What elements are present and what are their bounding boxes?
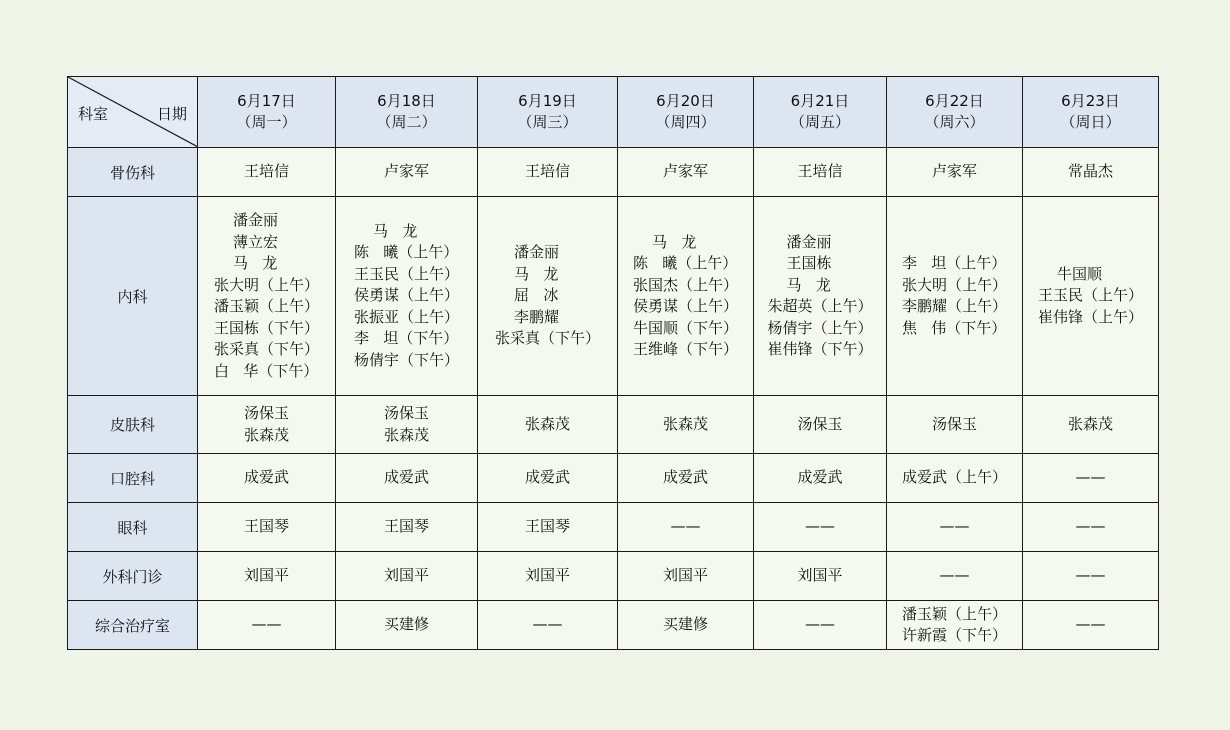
- department-name: 眼科: [68, 503, 198, 552]
- doctor-list: [244, 565, 289, 587]
- schedule-cell: [478, 552, 618, 601]
- schedule-cell: [1023, 601, 1159, 650]
- schedule-cell: [198, 552, 336, 601]
- doctor-list: [384, 614, 429, 636]
- department-name: 外科门诊: [68, 552, 198, 601]
- date-label: 6月23日: [1061, 92, 1120, 110]
- doctor-list: [932, 414, 977, 436]
- doctor-entry: 焦 伟（下午）: [901, 318, 1007, 337]
- doctor-entry: ——: [1075, 615, 1106, 634]
- doctor-list: [244, 403, 289, 446]
- doctor-entry: 卢家军: [383, 162, 429, 181]
- doctor-entry: 张森茂: [383, 425, 429, 444]
- schedule-cell: [336, 396, 478, 454]
- doctor-list: [663, 414, 708, 436]
- doctor-list: [525, 161, 570, 183]
- date-label: 6月17日: [237, 92, 296, 110]
- doctor-list: [663, 467, 708, 489]
- doctor-entry: 刘国平: [524, 566, 570, 585]
- doctor-list: [384, 161, 429, 183]
- doctor-list: [902, 253, 1007, 339]
- doctor-entry: 王培信: [243, 162, 289, 181]
- table-row: [68, 454, 1159, 503]
- schedule-cell: [618, 148, 754, 197]
- doctor-entry: 崔伟锋（上午）: [1037, 307, 1143, 326]
- schedule-cell: [478, 601, 618, 650]
- department-name: 内科: [68, 197, 198, 396]
- doctor-list: [797, 565, 842, 587]
- doctor-entry: 杨倩宇（下午）: [353, 350, 459, 369]
- doctor-entry: 王国琴: [524, 517, 570, 536]
- doctor-list: [1076, 614, 1106, 636]
- doctor-entry: 王维峰（下午）: [632, 340, 738, 358]
- doctor-entry: 侯勇谋（上午）: [632, 297, 738, 315]
- doctor-list: [663, 614, 708, 636]
- duty-schedule-table: [67, 76, 1159, 650]
- table-row: [68, 601, 1159, 650]
- date-header-cell: [478, 77, 618, 148]
- schedule-cell: [1023, 148, 1159, 197]
- schedule-cell: [887, 197, 1023, 396]
- schedule-cell: [1023, 197, 1159, 396]
- doctor-entry: 王玉民（上午）: [1037, 286, 1143, 305]
- schedule-cell: [887, 454, 1023, 503]
- doctor-entry: 卢家军: [662, 162, 708, 181]
- weekday-label: （周二）: [376, 113, 437, 131]
- date-axis-label: 日期: [156, 105, 187, 123]
- doctor-entry: 潘金丽: [767, 232, 832, 251]
- weekday-label: （周六）: [924, 113, 985, 131]
- doctor-list: [767, 232, 872, 361]
- table-row: [68, 148, 1159, 197]
- doctor-list: [525, 414, 570, 436]
- doctor-entry: 卢家军: [931, 162, 977, 181]
- schedule-body: [68, 148, 1159, 650]
- doctor-list: [533, 614, 563, 636]
- schedule-cell: [618, 197, 754, 396]
- date-label: 6月20日: [656, 92, 715, 110]
- doctor-list: [940, 516, 970, 538]
- doctor-list: [384, 467, 429, 489]
- doctor-list: [1068, 414, 1113, 436]
- doctor-list: [384, 516, 429, 538]
- schedule-cell: [478, 454, 618, 503]
- doctor-entry: 刘国平: [662, 566, 708, 585]
- schedule-cell: [198, 197, 336, 396]
- department-axis-label: 科室: [78, 105, 109, 123]
- doctor-list: [244, 516, 289, 538]
- schedule-cell: [198, 396, 336, 454]
- doctor-entry: 马 龙: [494, 264, 559, 283]
- doctor-entry: 张振亚（上午）: [353, 307, 459, 326]
- doctor-entry: 朱超英（上午）: [767, 297, 873, 315]
- doctor-entry: 李 坦（下午）: [353, 329, 459, 348]
- department-name: 口腔科: [68, 454, 198, 503]
- doctor-list: [805, 614, 835, 636]
- doctor-entry: 张大明（上午）: [901, 275, 1007, 294]
- schedule-cell: [754, 454, 887, 503]
- doctor-list: [244, 467, 289, 489]
- doctor-entry: ——: [939, 566, 970, 585]
- schedule-cell: [478, 396, 618, 454]
- schedule-cell: [1023, 454, 1159, 503]
- doctor-entry: 汤保玉: [383, 404, 429, 422]
- schedule-cell: [478, 148, 618, 197]
- doctor-entry: ——: [1075, 468, 1106, 487]
- doctor-entry: 张森茂: [1067, 414, 1113, 433]
- doctor-entry: 王培信: [797, 162, 843, 181]
- doctor-entry: ——: [532, 615, 563, 634]
- schedule-cell: [336, 454, 478, 503]
- doctor-entry: 买建修: [383, 615, 429, 634]
- doctor-entry: ——: [805, 517, 835, 536]
- doctor-entry: 李鹏耀: [494, 307, 560, 326]
- doctor-entry: 牛国顺（下午）: [632, 318, 738, 337]
- doctor-list: [244, 161, 289, 183]
- weekday-label: （周四）: [655, 113, 716, 131]
- schedule-cell: [754, 503, 887, 552]
- department-name: 皮肤科: [68, 396, 198, 454]
- doctor-entry: 成爱武: [383, 468, 429, 487]
- doctor-entry: 王国栋（下午）: [213, 318, 319, 337]
- department-name: 骨伤科: [68, 148, 198, 197]
- doctor-list: [495, 242, 600, 350]
- date-header-cell: [887, 77, 1023, 148]
- schedule-cell: [618, 503, 754, 552]
- schedule-cell: [887, 503, 1023, 552]
- doctor-list: [805, 516, 835, 538]
- schedule-cell: [754, 197, 887, 396]
- doctor-entry: 张采真（下午）: [213, 340, 319, 358]
- department-name: 综合治疗室: [68, 601, 198, 650]
- date-label: 6月21日: [790, 92, 850, 110]
- schedule-cell: [887, 396, 1023, 454]
- doctor-list: [663, 161, 708, 183]
- schedule-cell: [336, 552, 478, 601]
- schedule-cell: [754, 552, 887, 601]
- header-row: [68, 77, 1159, 148]
- doctor-entry: 侯勇谋（上午）: [353, 286, 459, 305]
- doctor-list: [252, 614, 282, 636]
- doctor-list: [354, 221, 459, 372]
- doctor-entry: 马 龙: [353, 221, 418, 240]
- doctor-entry: 王国琴: [243, 517, 289, 536]
- doctor-entry: 成爱武: [797, 468, 843, 487]
- doctor-list: [797, 467, 842, 489]
- schedule-cell: [336, 503, 478, 552]
- schedule-cell: [754, 601, 887, 650]
- doctor-entry: 潘金丽: [494, 243, 560, 262]
- doctor-list: [384, 565, 429, 587]
- corner-header-cell: [68, 77, 198, 148]
- doctor-entry: 成爱武（上午）: [901, 468, 1007, 487]
- schedule-cell: [887, 148, 1023, 197]
- doctor-entry: 陈 曦（上午）: [353, 243, 459, 262]
- doctor-entry: 白 华（下午）: [213, 361, 319, 380]
- doctor-entry: 成爱武: [524, 468, 570, 487]
- doctor-list: [797, 414, 842, 436]
- doctor-entry: 杨倩宇（上午）: [767, 318, 873, 337]
- doctor-list: [932, 161, 977, 183]
- doctor-entry: 张森茂: [243, 425, 289, 444]
- doctor-list: [1076, 467, 1106, 489]
- doctor-entry: ——: [805, 615, 835, 634]
- schedule-cell: [478, 197, 618, 396]
- doctor-entry: 牛国顺: [1037, 264, 1103, 283]
- doctor-entry: 马 龙: [632, 232, 697, 251]
- schedule-cell: [1023, 396, 1159, 454]
- doctor-list: [671, 516, 701, 538]
- weekday-label: （周一）: [236, 113, 297, 131]
- doctor-list: [633, 232, 738, 361]
- date-header-cell: [1023, 77, 1159, 148]
- schedule-cell: [618, 552, 754, 601]
- doctor-entry: 刘国平: [383, 566, 429, 585]
- schedule-cell: [618, 601, 754, 650]
- date-header-cell: [198, 77, 336, 148]
- doctor-entry: 马 龙: [767, 275, 831, 294]
- date-header-cell: [336, 77, 478, 148]
- doctor-list: [1076, 565, 1106, 587]
- doctor-list: [525, 565, 570, 587]
- doctor-entry: 刘国平: [243, 566, 289, 585]
- doctor-entry: 买建修: [662, 615, 708, 634]
- doctor-entry: ——: [251, 615, 282, 634]
- schedule-cell: [887, 601, 1023, 650]
- schedule-cell: [198, 148, 336, 197]
- doctor-entry: 常晶杰: [1067, 162, 1113, 181]
- date-label: 6月22日: [925, 92, 984, 110]
- schedule-cell: [478, 503, 618, 552]
- doctor-entry: 张森茂: [524, 414, 570, 433]
- doctor-entry: 薄立宏: [213, 232, 279, 251]
- schedule-cell: [1023, 552, 1159, 601]
- schedule-cell: [198, 503, 336, 552]
- doctor-entry: 马 龙: [213, 254, 278, 272]
- schedule-cell: [336, 148, 478, 197]
- schedule-cell: [336, 197, 478, 396]
- doctor-entry: 潘玉颖（上午）: [901, 604, 1007, 623]
- doctor-list: [1076, 516, 1106, 538]
- doctor-entry: 刘国平: [797, 566, 843, 585]
- doctor-entry: 许新霞（下午）: [901, 626, 1007, 644]
- doctor-entry: 张大明（上午）: [213, 275, 319, 294]
- corner-header: [68, 77, 197, 147]
- doctor-list: [797, 161, 842, 183]
- doctor-entry: 崔伟锋（下午）: [767, 340, 873, 358]
- schedule-cell: [754, 148, 887, 197]
- doctor-entry: 汤保玉: [797, 414, 843, 433]
- table-row: [68, 552, 1159, 601]
- date-header-cell: [754, 77, 887, 148]
- table-row: [68, 396, 1159, 454]
- doctor-entry: ——: [1075, 517, 1106, 536]
- doctor-entry: ——: [670, 517, 701, 536]
- date-label: 6月19日: [518, 92, 577, 110]
- doctor-entry: 成爱武: [662, 468, 708, 487]
- doctor-list: [384, 403, 429, 446]
- weekday-label: （周三）: [517, 113, 578, 131]
- doctor-entry: 王玉民（上午）: [353, 264, 459, 283]
- schedule-cell: [198, 454, 336, 503]
- doctor-entry: 汤保玉: [243, 404, 289, 422]
- weekday-label: （周日）: [1060, 113, 1121, 131]
- doctor-entry: 王培信: [524, 162, 570, 181]
- schedule-cell: [618, 396, 754, 454]
- schedule-cell: [1023, 503, 1159, 552]
- doctor-entry: 王国琴: [383, 517, 429, 536]
- doctor-list: [1068, 161, 1113, 183]
- doctor-list: [902, 604, 1007, 647]
- doctor-entry: 潘玉颖（上午）: [213, 297, 319, 315]
- doctor-entry: 张采真（下午）: [494, 329, 600, 348]
- date-header-cell: [618, 77, 754, 148]
- doctor-entry: 李鹏耀（上午）: [901, 297, 1007, 315]
- doctor-entry: 屈 冰: [494, 286, 559, 305]
- schedule-cell: [754, 396, 887, 454]
- schedule-cell: [618, 454, 754, 503]
- table-row: [68, 503, 1159, 552]
- doctor-list: [663, 565, 708, 587]
- doctor-entry: ——: [939, 517, 970, 536]
- doctor-list: [525, 516, 570, 538]
- doctor-entry: 王国栋: [767, 254, 832, 272]
- doctor-list: [214, 210, 319, 382]
- doctor-list: [940, 565, 970, 587]
- doctor-entry: 陈 曦（上午）: [632, 254, 738, 272]
- weekday-label: （周五）: [789, 113, 850, 131]
- doctor-entry: 汤保玉: [931, 414, 977, 433]
- schedule-cell: [887, 552, 1023, 601]
- doctor-entry: 潘金丽: [213, 211, 279, 229]
- date-label: 6月18日: [377, 92, 436, 110]
- schedule-cell: [336, 601, 478, 650]
- doctor-list: [1038, 264, 1143, 329]
- schedule-cell: [198, 601, 336, 650]
- doctor-list: [525, 467, 570, 489]
- doctor-entry: 张森茂: [662, 414, 708, 433]
- doctor-entry: 李 坦（上午）: [901, 254, 1007, 272]
- doctor-entry: ——: [1075, 566, 1106, 585]
- table-row: [68, 197, 1159, 396]
- doctor-entry: 张国杰（上午）: [632, 275, 738, 294]
- doctor-list: [902, 467, 1007, 489]
- doctor-entry: 成爱武: [243, 468, 289, 487]
